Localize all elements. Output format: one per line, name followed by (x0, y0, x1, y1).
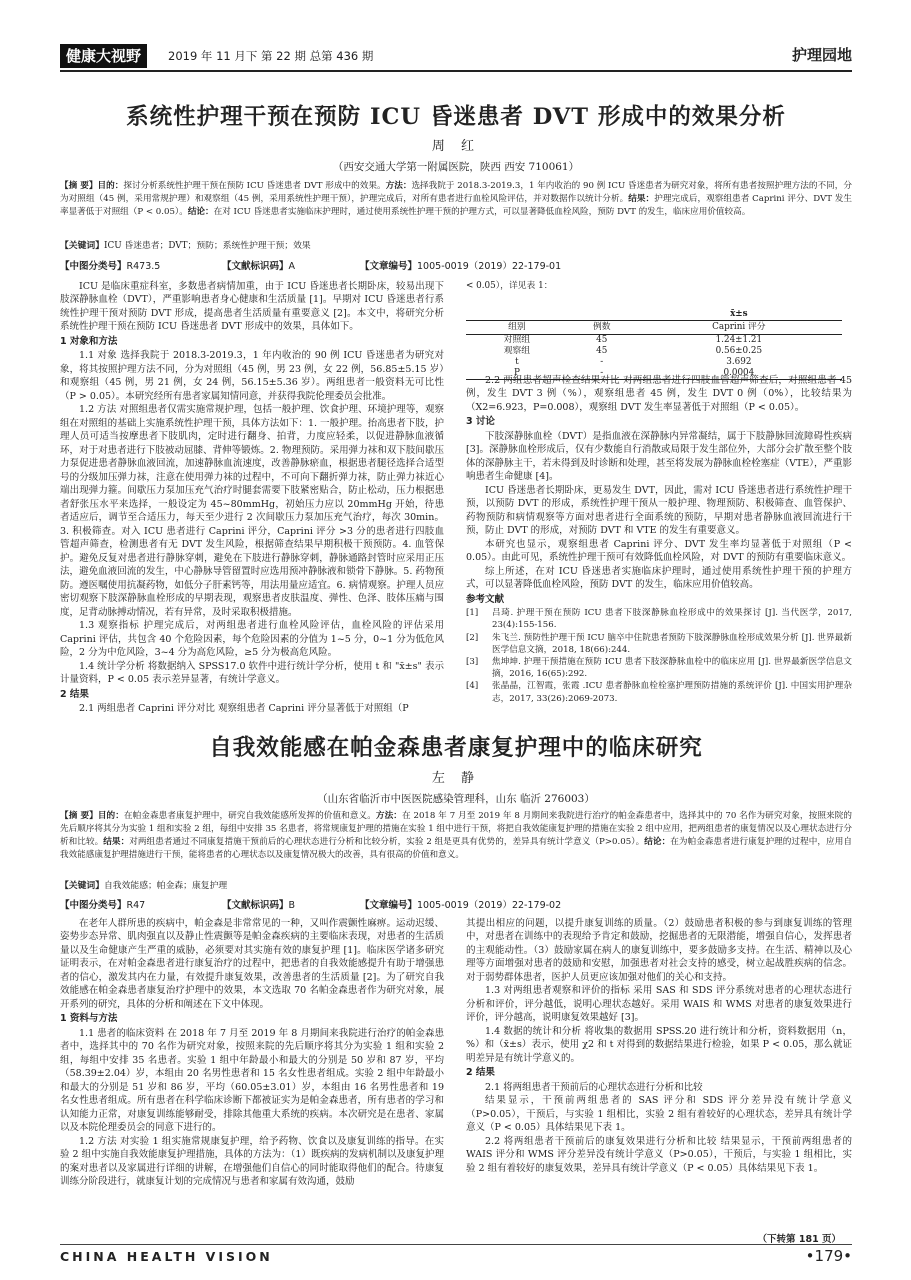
table-cell: 45 (596, 334, 608, 345)
abstract-text: 在对 ICU 昏迷患者实施临床护理时，通过使用系统性护理干预的护理方式，可以显著降低血栓风险，预防 DVT 的发生，临床应用价值较高。 (213, 206, 751, 217)
abstract-text: 在为帕金森患者进行康复护理的过程中，应用自我效能感康复护理措施进行干预，能将患者的心理状态以及康复情况极大的改善，具有很高的价值和意义。 (60, 836, 852, 860)
article1-right-lead: < 0.05），详见表 1： (466, 281, 553, 291)
reference-number: [3] (466, 657, 479, 668)
issue-info: 2019 年 11 月下 第 22 期 总第 436 期 (168, 49, 374, 63)
class-value: R47 (126, 900, 146, 911)
keywords-value: ICU 昏迷患者；DVT；预防；系统性护理干预；效果 (104, 241, 311, 251)
article1-author: 周 红 (431, 139, 481, 154)
article2-keywords (60, 880, 852, 892)
reference-item (466, 632, 852, 656)
article1-right-text (466, 374, 852, 606)
abstract-text: 在 2018 年 7 月至 2019 年 8 月期间来我院进行治疗的帕金森患者中，选择其中的 70 名作为研究对象，按照来院的先后顺序将其分为实验 1 组和实验 2 组，每组中安排 35 名患者，将常规康复护理的措施在实验 1 组中进行干预，将把自我效能康复护理的措施在实验 2 组中应用，把两组患者的康复情况以及心理状态进行分析和比较。 (60, 811, 852, 847)
abstract-heading: 目的： (97, 181, 124, 191)
table-row (466, 357, 842, 368)
reference-list (466, 607, 852, 705)
paragraph: 结果显示，干预前两组患者的 SAS 评分和 SDS 评分差异没有统计学意义（P>0.05），干预后，与实验 1 组相比，实验 2 组有着较好的心理状态，差异具有统计学意义（P < 0.05）具体结果见下表 1。 (466, 1095, 852, 1134)
keywords-label: 【关键词】 (60, 241, 104, 251)
keywords-value: 自我效能感；帕金森；康复护理 (104, 881, 228, 891)
reference-text: 朱飞兰. 预防性护理干预 ICU 脑卒中住院患者预防下肢深静脉血栓形成效果分析 [J]. 世界最新医学信息文摘，2018, 18(66):244. (492, 632, 852, 655)
class-label: 【中图分类号】 (60, 261, 127, 272)
paragraph: 1.4 数据的统计和分析 将收集的数据用 SPSS.20 进行统计和分析，资料数据用（n，%）和（x̄±s）表示，使用 χ2 和 t 对得到的数据结果进行检验，如果 P < 0.05，那么就证明差异是有统计学意义的。 (466, 1025, 852, 1064)
abstract-body (60, 811, 852, 860)
art-label: 【文章编号】 (360, 900, 418, 911)
class-value: R473.5 (126, 261, 161, 272)
paragraph: 1.3 对两组患者观察和评价的指标 采用 SAS 和 SDS 评分系统对患者的心理状态进行分析和评价，评分越低，说明心理状态越好。采用 WAIS 和 WMS 对患者的康复效果进行评价，评分越高，说明康复效果越好 [3]。 (466, 985, 852, 1024)
reference-item (466, 607, 852, 631)
reference-number: [2] (466, 632, 479, 643)
table-header-score: Caprini 评分 (636, 321, 842, 334)
paragraph: 2.1 两组患者 Caprini 评分对比 观察组患者 Caprini 评分显著低于对照组（P (79, 703, 409, 715)
page-header (60, 44, 852, 72)
abstract-heading: 方法： (385, 181, 412, 191)
section-name: 护理园地 (791, 46, 852, 64)
table-cell: - (600, 356, 604, 367)
section-heading: 1 资料与方法 (60, 1013, 118, 1025)
abstract-text: 探讨分析系统性护理干预在预防 ICU 昏迷患者 DVT 形成中的效果。 (123, 181, 386, 191)
table-header-group: 组别 (466, 321, 568, 334)
article2-right-column (466, 917, 852, 1231)
page-footer (60, 1244, 852, 1267)
abstract-label: 【摘 要】 (60, 811, 98, 821)
abstract-heading: 结果： (103, 836, 130, 847)
table-header-count: 例数 (568, 321, 636, 334)
abstract-text: 在帕金森患者康复护理中，研究自我效能感所发挥的价值和意义。 (123, 811, 376, 821)
doc-label: 【文献标识码】 (222, 900, 289, 911)
article2-title: 自我效能感在帕金森患者康复护理中的临床研究 (209, 735, 703, 761)
paragraph: 在老年人群所患的疾病中，帕金森是非常常见的一种，又叫作震颤性麻痹。运动迟缓、姿势步态异常、肌肉强直以及静止性震颤等是帕金森疾病的主要临床表现，对患者的生活质量以及生命健康产生严重的威胁，必须要对其实施有效的康复护理 [1]。临床医学诸多研究证明表示，在对帕金森患者进行康复治疗的过程中，把患者的自我效能感提升有助于增强患者的信心，激发其内在力量，有效提升康复效果，改善患者的生活质量 [2]。为了研究自我效能感在帕金森患者康复治疗护理中的效果，本文选取 70 名帕金森患者作为研究对象，展开系列的研究，具体的分析和阐述在下文中体现。 (60, 918, 444, 1010)
paragraph: 1.1 对象 选择我院于 2018.3-2019.3，1 年内收治的 90 例 ICU 昏迷患者为研究对象，将其按照护理方法不同，分为对照组（45 例，男 23 例，女 22 例，56.85±5.15 岁）和观察组（45 例，男 21 例，女 24 例，56.15±5.36 岁）。两组患者一般资料无可比性（P > 0.05）。本研究经所有患者家属知情同意，并获得我院伦理委员会批准。 (60, 350, 444, 402)
table-row (466, 346, 842, 357)
table-cell: 对照组 (503, 334, 531, 345)
reference-item (466, 680, 852, 704)
table-cell: 45 (596, 345, 608, 356)
paragraph: 2.2 两组患者超声检查结果对比 对两组患者进行四肢血管超声筛查后，对照组患者 45 例，发生 DVT 3 例（%），观察组患者 45 例，发生 DVT 0 例（0%），比较结果为（X2=6.923，P=0.008），观察组 DVT 发生率显著低于对照组（P < 0.05）。 (466, 375, 852, 413)
abstract-heading: 方法： (375, 811, 402, 821)
paragraph: 1.2 方法 对照组患者仅需实施常规护理，包括一般护理、饮食护理、环境护理等，观察组在对照组的基础上实施系统性护理干预，具体方法如下：1. 一般护理。抬高患者下肢，护理人员可适当按摩患者下肢肌肉，定时进行翻身、拍背，力度应轻柔，以促进静脉血液循环，对于对患者进行下肢被动屈膝、背伸等锻炼。2. 物理预防。采用弹力袜和双下肢间歇压力泵促进患者静脉血液回流，加速静脉血流速度，改善静脉瘀血，根据患者腿径选择合适型号的分级加压弹力袜，注意在使用弹力袜的过程中，不可向下翻折弹力袜，防止弹力袜近心端出现弹力箍。间歇压力泵加压充气治疗时腿套需要下肢紧密贴合，防止松动，压力根据患者舒张压水平来选择，一般设定为 45~80mmHg，初始压力应以 20mmHg 开始，待患者适应后，调节至合适压力，每天至少进行 2 次间歇压力泵加压充气治疗，每次 30min。3. 积极筛查。对入 ICU 患者进行 Caprini 评分，Caprini 评分 >3 分的患者进行四肢血管超声筛查，检测患者有无 DVT 发生风险，根据筛查结果早期积极干预预防。4. 血管保护。避免反复对患者进行静脉穿刺，避免在下肢进行静脉穿刺，静脉通路封管时应采用正压法，避免血液回流的发生，中心静脉导管留置时应选用预冲静脉液和锁骨下静脉。5. 药物预防。遵医嘱使用抗凝药物，如低分子肝素钙等，用法用量应适宜。6. 病情观察。护理人员应密切观察下肢深静脉血栓形成的早期表现，观察患者皮肤温度、弹性、色泽、肢体压痛与围度，足背动脉搏动情况，若有异常，及时采取积极措施。 (60, 404, 444, 618)
reference-item (466, 656, 852, 680)
paragraph: 下肢深静脉血栓（DVT）是指血液在深静脉内异常凝结，属于下肢静脉回流障碍性疾病 [3]。深静脉血栓形成后，仅有少数能自行消散或局限于发生部位外，大部分会扩散至整个肢体的深静脉主干，若未得到及时诊断和处理，甚至将发展为静脉血栓栓塞症（VTE），严重影响患者生命健康 [4]。 (466, 430, 852, 483)
article1-left-column (60, 280, 444, 725)
abstract-heading: 目的： (97, 811, 124, 821)
table-cell: 1.24±1.21 (715, 334, 763, 345)
abstract-text: 对两组患者通过不同康复措施干预前后的心理状态进行分析和比较分析，实验 2 组是更具有优势的，差异具有统计学意义（P>0.05）。 (129, 836, 645, 847)
table-cell: P (466, 368, 568, 379)
paragraph: ICU 昏迷患者长期卧床，更易发生 DVT，因此，需对 ICU 昏迷患者进行系统性护理干预，以预防 DVT 的形成，系统性护理干预从一般护理、物理预防、积极筛查、血管保护、药物预防和病情观察等方面对患者进行全面系统的预防，早期对患者静脉血液回流进行干预，防止 DVT 的形成，对预防 DVT 和 VTE 的发生有重要意义。 (466, 484, 852, 537)
article2-affiliation: （山东省临沂市中医医院感染管理科，山东 临沂 276003） (317, 793, 595, 805)
reference-text: 焦坤坤. 护理干预措施在预防 ICU 患者下肢深静脉血栓中的临床应用 [J]. 世界最新医学信息文摘，2016, 16(65):292. (492, 657, 852, 680)
page-number: •179• (805, 1247, 852, 1265)
table-cell: 0.0004 (636, 368, 842, 379)
section-heading: 2 结果 (60, 688, 89, 700)
reference-number: [4] (466, 681, 479, 692)
doc-label: 【文献标识码】 (222, 261, 289, 272)
abstract-text: 护理完成后，观察组患者 Caprini 评分、DVT 发生率显著低于对照组（P < 0.05）。 (60, 193, 852, 217)
article1-keywords (60, 240, 852, 252)
art-label: 【文章编号】 (360, 261, 418, 272)
section-heading: 2 结果 (466, 1067, 495, 1079)
paragraph: 综上所述，在对 ICU 昏迷患者实施临床护理时，通过使用系统性护理干预的护理方式，可以显著降低血栓风险，预防 DVT 的发生，临床应用价值较高。 (466, 565, 852, 591)
table-cell: 3.692 (726, 356, 752, 367)
art-value: 1005-0019（2019）22-179-01 (417, 261, 562, 272)
paragraph: ICU 是临床重症科室，多数患者病情加重，由于 ICU 昏迷患者长期卧床，较易出现下肢深静脉血栓（DVT），严重影响患者身心健康和生活质量 [1]。早期对 ICU 昏迷患者行系统性护理干预对预防 DVT 形成，提高患者生活质量有重要意义 [2]。本文中，将研究分析系统性护理干预在预防 ICU 昏迷患者 DVT 形成中的效果，具体如下。 (60, 281, 444, 333)
article1-right-column (466, 374, 852, 726)
journal-logo: 健康大视野 (60, 44, 147, 68)
doc-value: B (288, 900, 296, 911)
paragraph: 1.2 方法 对实验 1 组实施常规康复护理，给予药物、饮食以及康复训练的指导。在实验 2 组中实施自我效能康复护理措施，具体的方法为：（1）既疾病的发病机制以及康复护理的案对患者以及家属进行详细的讲解，在增强他们自信心的同时能取得他们的配合。待康复训练分阶段进行，就康复计划的完成情况与患者和家属有效沟通，鼓励 (60, 1135, 444, 1188)
table-stat-header: x̄±s (730, 309, 748, 319)
table-cell: t (515, 356, 519, 367)
footer-brand: CHINA HEALTH VISION (60, 1249, 273, 1264)
doc-value: A (288, 261, 296, 272)
art-value: 1005-0019（2019）22-179-02 (417, 900, 562, 911)
abstract-body (60, 181, 852, 217)
article1-table (466, 308, 842, 380)
table-cell: 观察组 (503, 345, 531, 356)
abstract-heading: 结论： (187, 206, 214, 217)
paragraph: 其提出相应的问题，以提升康复训练的质量。（2）鼓励患者积极的参与到康复训练的管理中，对患者在训练中的表现给予肯定和鼓励，挖掘患者的无限潜能，增强自信心，发挥患者的主观能动性。（3）鼓励家属在病人的康复训练中，要多鼓励多支持。在生活、精神以及心理等方面增强对患者的鼓励和安慰，加强患者对社会支持的感受，树立起战胜疾病的信念。对于弱势群体患者，医护人员更应该加强对他们的关心和支持。 (466, 918, 852, 983)
article1-abstract (60, 180, 852, 219)
section-heading: 1 对象和方法 (60, 335, 118, 347)
section-heading: 参考文献 (466, 593, 505, 605)
reference-text: 吕琦. 护理干预在预防 ICU 患者下肢深静脉血栓形成中的效果探讨 [J]. 当代医学，2017, 23(4):155-156. (492, 608, 852, 631)
abstract-heading: 结果： (628, 193, 655, 204)
abstract-heading: 结论： (644, 836, 671, 847)
keywords-label: 【关键词】 (60, 881, 104, 891)
paragraph: 1.3 观察指标 护理完成后，对两组患者进行血栓风险评估，血栓风险的评估采用 Caprini 评估，共包含 40 个危险因素，每个危险因素的分值为 1~5 分，0~1 分为低危风险，2 分为中危风险，3~4 分为高危风险，≥5 分为极高危风险。 (60, 620, 444, 659)
abstract-text: 选择我院于 2018.3-2019.3，1 年内收治的 90 例 ICU 昏迷患者为研究对象，将所有患者按照护理方法的不同，分为对照组（45 例，采用常规护理）和观察组（45 例，采用系统性护理干预），护理完成后，对所有患者进行血栓风险评估，并对数据作以统计分析。 (60, 181, 852, 204)
table-row (466, 334, 842, 345)
reference-number: [1] (466, 608, 479, 619)
table-cell: - (568, 368, 636, 379)
paragraph: 1.4 统计学分析 将数据纳入 SPSS17.0 软件中进行统计学分析，使用 t 和 "x̄±s" 表示计量资料，P < 0.05 表示差异显著，有统计学意义。 (60, 660, 444, 686)
abstract-label: 【摘 要】 (60, 181, 98, 191)
section-heading: 3 讨论 (466, 416, 495, 428)
article1-title: 系统性护理干预在预防 ICU 昏迷患者 DVT 形成中的效果分析 (126, 104, 786, 130)
continued-note: （下转第 181 页） (757, 1234, 841, 1245)
article2-left-column (60, 917, 444, 1235)
reference-text: 张晶晶，江智霞，张霞 .ICU 患者静脉血栓栓塞护理预防措施的系统评价 [J]. 中国实用护理杂志，2017, 33(26):2069-2073. (492, 681, 852, 704)
paragraph: 本研究也显示，观察组患者 Caprini 评分、DVT 发生率均显著低于对照组（P < 0.05）。由此可见，系统性护理干预可有效降低血栓风险，对 DVT 的预防有重要临床意义。 (466, 538, 852, 564)
paragraph: 2.1 将两组患者干预前后的心理状态进行分析和比较 (485, 1081, 703, 1093)
paragraph: 1.1 患者的临床资料 在 2018 年 7 月至 2019 年 8 月期间来我院进行治疗的帕金森患者中，选择其中的 70 名作为研究对象，按照来院的先后顺序将其分为实验 1 组和实验 2 组，每组中安排 35 名患者。实验 1 组中年龄最小和最大的分别是 50 岁和 87 岁，平均（58.39±2.04）岁，本组由 20 名男性患者和 15 名女性患者组成。实验 2 组中年龄最小和最大的分别是 51 岁和 86 岁，平均（60.05±3.01）岁，本组由 16 名男性患者和 19 名女性患者组成。所有患者在科学临床诊断下都被证实为是帕金森患者，所有患者的学习和认知能力正常，对康复训练能够耐受，排除其他重大系统的疾病。本次研究是在患者、家属以及本院伦理委员会的同意下进行的。 (60, 1027, 444, 1134)
article1-affiliation: （西安交通大学第一附属医院，陕西 西安 710061） (332, 161, 580, 173)
article2-author: 左 静 (431, 771, 481, 786)
class-label: 【中图分类号】 (60, 900, 127, 911)
paragraph: 2.2 将两组患者干预前后的康复效果进行分析和比较 结果显示，干预前两组患者的 WAIS 评分和 WMS 评分差异没有统计学意义（P>0.05），干预后，与实验 1 组相比，实验 2 组有着较好的康复效果，差异具有统计学意义（P < 0.05）具体结果见下表 1。 (466, 1135, 852, 1174)
article2-abstract (60, 810, 852, 862)
table-cell: 0.56±0.25 (715, 345, 763, 356)
